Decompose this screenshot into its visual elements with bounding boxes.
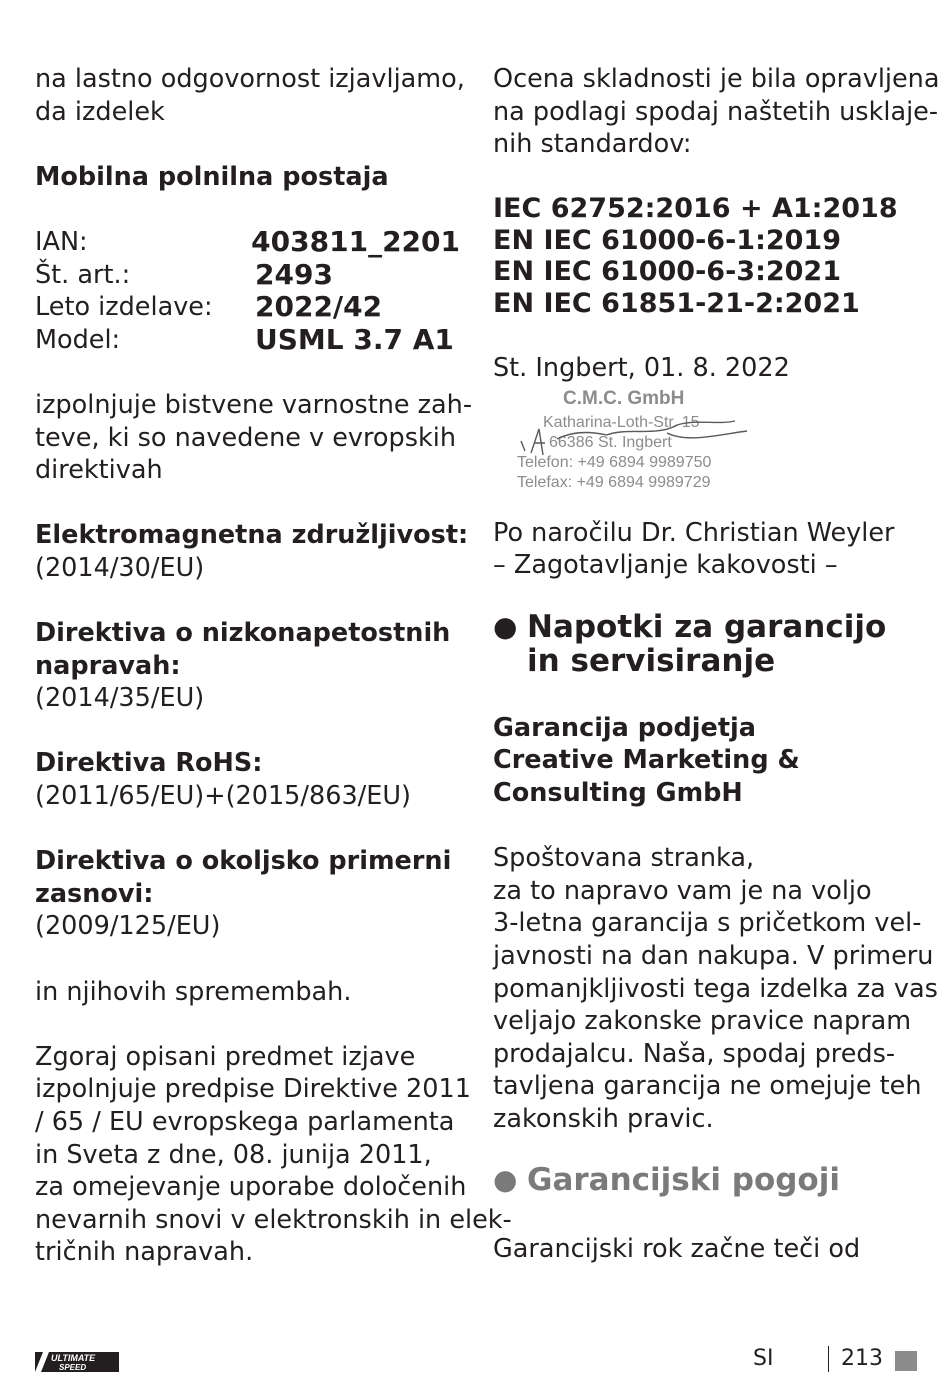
product-specs [35, 226, 460, 356]
guarantee-text: Spoštovana stranka, za to napravo vam je na voljo 3-letna garancija s pričetkom vel- javnosti na dan nakupa. V primeru pomanjkljivosti tega izdelka za vas veljajo zakonske pravice napram prodajalcu. Naša, spodaj preds- tavljena garancija ne omejuje teh zakonskih pravic. [493, 843, 938, 1134]
company-stamp: C.M.C. GmbH Katharina-Loth-Str. 15 66386 St. Ingbert Telefon: +49 6894 9989750 Telefax: +49 6894 9989729 [517, 389, 767, 499]
svg-text:ULTIMATE: ULTIMATE [51, 1353, 96, 1363]
left-column [35, 63, 512, 1269]
language-code: SI [753, 1346, 774, 1371]
page-number: 213 [828, 1346, 883, 1372]
brand-logo [35, 1348, 119, 1374]
signatory: Po naročilu Dr. Christian Weyler – Zagotavljanje kakovosti – [493, 517, 895, 581]
spec-row: Št. art.: 2493 [35, 257, 333, 291]
directive-emc: Elektromagnetna združljivost: (2014/30/EU) [35, 520, 469, 583]
signature-icon [517, 389, 767, 499]
page-footer [0, 1348, 950, 1378]
directive-rohs: Direktiva RoHS: (2011/65/EU)+(2015/863/EU) [35, 748, 411, 812]
spec-row: Model: USML 3.7 A1 [35, 322, 454, 356]
guarantee-heading: Garancija podjetja Creative Marketing & Consulting GmbH [493, 712, 800, 808]
compliance-paragraph: izpolnjuje bistvene varnostne zah- teve, ki so navedene v evropskih direktivah [35, 389, 473, 486]
right-column [493, 63, 940, 1266]
standards-list: IEC 62752:2016 + A1:2018 EN IEC 61000-6-1:2019 EN IEC 61000-6-3:2021 EN IEC 61851-21-2:2021 [493, 193, 898, 319]
final-line: Garancijski rok začne teči od [493, 1234, 861, 1265]
rohs-statement: Zgoraj opisani predmet izjave izpolnjuje predpise Direktive 2011 / 65 / EU evropskega parlamenta in Sveta z dne, 08. junija 2011, za omejevanje uporabe določenih nevarnih snovi v elektronskih in elek- tričnih napravah. [35, 1041, 512, 1268]
bullet-icon: ● [493, 1163, 518, 1197]
intro-paragraph: na lastno odgovornost izjavljamo, da izdelek [35, 64, 465, 127]
spec-row: Leto izdelave: 2022/42 [35, 290, 383, 324]
section-heading-conditions: ● Garancijski pogoji [493, 1162, 840, 1199]
spec-row: IAN: 403811_2201 [35, 224, 460, 258]
section-heading-service: ● Napotki za garancijo in servisiranje [493, 608, 887, 679]
directive-ecodesign: Direktiva o okoljsko primerni zasnovi: (2009/125/EU) [35, 846, 452, 942]
svg-text:SPEED: SPEED [59, 1363, 87, 1372]
directive-low-voltage: Direktiva o nizkonapetostnih napravah: (2014/35/EU) [35, 618, 451, 714]
amendments-text: in njihovih spremembah. [35, 976, 352, 1007]
place-date: St. Ingbert, 01. 8. 2022 [493, 352, 790, 383]
page-marker-square [895, 1351, 917, 1371]
assessment-paragraph: Ocena skladnosti je bila opravljena na podlagi spodaj naštetih usklaje- nih standardov: [493, 64, 940, 160]
product-name: Mobilna polnilna postaja [35, 161, 389, 192]
bullet-icon: ● [493, 609, 518, 643]
